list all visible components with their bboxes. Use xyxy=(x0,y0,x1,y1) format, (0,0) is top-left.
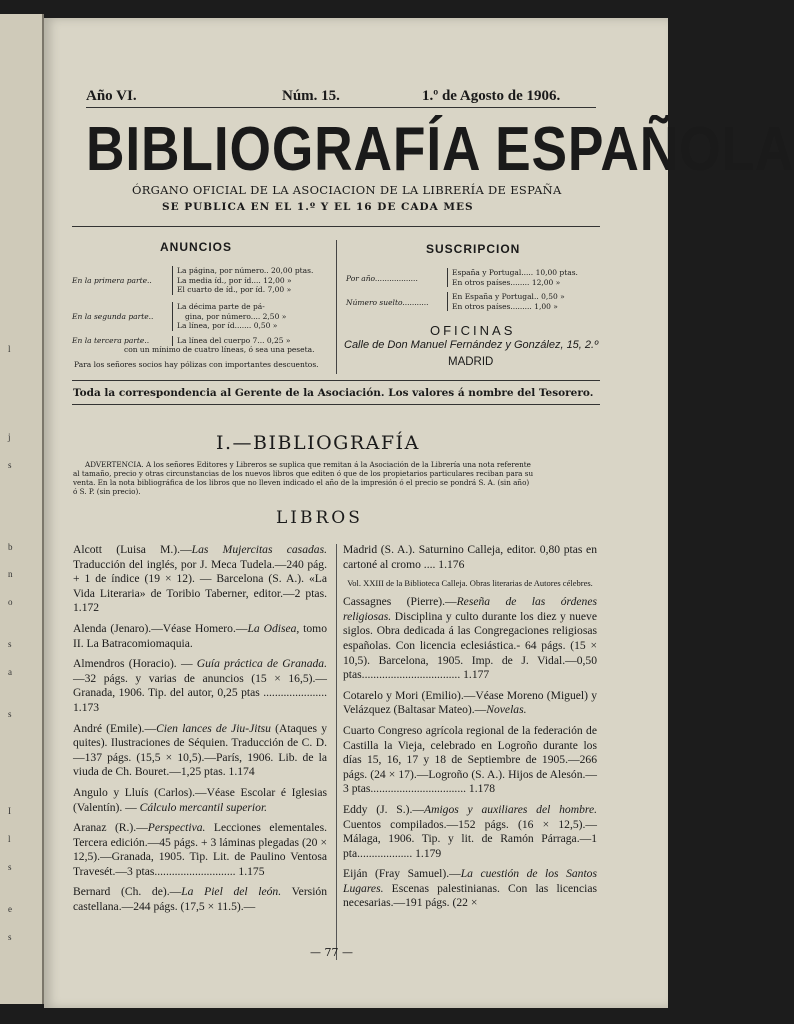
left-page-letter: j xyxy=(8,432,11,442)
price-line: gina, por número.... 2,50 » xyxy=(185,311,287,321)
column-divider xyxy=(336,544,337,960)
bibliography-entry xyxy=(73,786,327,815)
anuncio-prices xyxy=(172,302,286,331)
left-page-letter: s xyxy=(8,932,12,942)
price-line: En otros países........ 12,00 » xyxy=(452,277,561,287)
price-line: con un mínimo de cuatro líneas, ó sea una peseta. xyxy=(124,345,315,354)
entry-text: Almendros (Horacio). — xyxy=(73,657,197,671)
suscripcion-prices xyxy=(447,292,565,311)
entry-title: La Piel del león. xyxy=(181,885,282,899)
entry-title: Cálculo mercantil superior. xyxy=(139,800,268,814)
advertencia-line: ADVERTENCIA. A los señores Editores y Libreros se suplica que remitan á la Asociación de la Librería una nota referente xyxy=(85,460,531,469)
suscripcion-label: Por año.................. xyxy=(346,274,418,283)
offices-heading: OFICINAS xyxy=(430,323,516,338)
advertencia-line: ó S. P. (sin precio). xyxy=(73,487,141,496)
entry-title: Amigos y auxiliares del hombre. xyxy=(424,802,598,816)
suscripcion-label: Número suelto........... xyxy=(346,298,429,307)
bibliography-entry xyxy=(343,578,597,589)
journal-page xyxy=(44,18,794,1008)
price-line: En España y Portugal.. 0,50 » xyxy=(452,292,565,301)
entry-title: Guía práctica de Granada. xyxy=(196,657,327,671)
entry-text: Aranaz (R.).— xyxy=(73,821,148,835)
entry-title: Reseña de las órdenes religiosas. xyxy=(343,595,597,623)
entry-title: Perspectiva. xyxy=(147,821,206,835)
section-title: I.—BIBLIOGRAFÍA xyxy=(216,432,420,454)
anuncios-note: Para los señores socios hay pólizas con importantes descuentos. xyxy=(74,360,319,369)
entry-text: Cuarto Congreso agrícola regional de la federación de Castilla la Vieja, celebrado en Logroño durante los días 15, 16, 17 y 18 de Septiembre de 1905.—266 págs. (24 × 17).—Logroño (S. A.). Hijos de Alesón.— 3 ptas................................. 1.178 xyxy=(343,723,597,796)
price-line: En otros países......... 1,00 » xyxy=(452,301,558,311)
anuncio-prices xyxy=(172,266,313,295)
advertencia xyxy=(73,460,601,496)
entry-text: Cotarelo y Mori (Emilio).—Véase Moreno (Miguel) y Velázquez (Baltasar Mateo).— xyxy=(343,688,597,717)
left-page-letter: b xyxy=(8,542,13,552)
price-line: La media íd., por íd.... 12,00 » xyxy=(177,275,292,285)
left-page-letter: a xyxy=(8,667,12,677)
bibliography-entry xyxy=(73,821,327,879)
advertencia-line: al tamaño, precio y otras circunstancias de los nuevos libros que editen ó que de los propietarios particulares reciban para su xyxy=(73,469,534,478)
price-line: El cuarto de íd., por íd. 7,00 » xyxy=(177,285,292,294)
bibliography-entry xyxy=(343,543,597,572)
left-page-letter: s xyxy=(8,862,12,872)
masthead-rule xyxy=(72,226,600,227)
entry-text: Alcott (Luisa M.).— xyxy=(73,543,192,556)
left-page-letter: l xyxy=(8,834,11,844)
entry-text: Eddy (J. S.).— xyxy=(343,802,424,816)
entry-title: Las Mujercitas casadas. xyxy=(191,543,327,556)
entry-text: Madrid (S. A.). Saturnino Calleja, editor. 0,80 ptas en cartoné al cromo .... 1.176 xyxy=(343,543,597,571)
anuncio-label: En la primera parte.. xyxy=(72,276,152,285)
entry-text: Alenda (Jenaro).—Véase Homero.— xyxy=(73,621,248,635)
left-page-letter: n xyxy=(8,569,13,579)
bibliography-entry xyxy=(343,867,597,911)
journal-subtitle: ÓRGANO OFICIAL DE LA ASOCIACION DE LA LIBRERÍA DE ESPAÑA xyxy=(132,183,562,197)
entry-text: Angulo y Lluís (Carlos).—Véase Escolar é Iglesias (Valentín). — xyxy=(73,785,327,814)
page-number: — 77 — xyxy=(310,946,353,959)
issue-year: Año VI. xyxy=(86,88,137,104)
suscripcion-heading: SUSCRIPCION xyxy=(426,242,521,256)
anuncios-heading: ANUNCIOS xyxy=(160,240,233,254)
correspondence-note: Toda la correspondencia al Gerente de la Asociación. Los valores á nombre del Tesorero. xyxy=(73,387,594,399)
left-page-letter: s xyxy=(8,460,12,470)
bibliography-entry xyxy=(73,543,327,616)
right-column xyxy=(343,543,597,917)
advertencia-line: venta. En la nota bibliográfica de los libros que no lleven indicado el año de la impresión ó el precio se pondrá S. A. (sin año) xyxy=(73,478,530,487)
suscripcion-prices xyxy=(447,268,578,287)
left-page-letter: s xyxy=(8,709,12,719)
entry-text: André (Emile).— xyxy=(73,721,157,735)
entry-title: Novelas. xyxy=(486,703,527,717)
bibliography-entry xyxy=(343,724,597,797)
price-line: España y Portugal..... 10,00 ptas. xyxy=(452,268,578,277)
libros-heading: LIBROS xyxy=(276,508,363,528)
bibliography-entry xyxy=(73,622,327,651)
entry-text: Cassagnes (Pierre).— xyxy=(343,595,457,609)
bibliography-entry xyxy=(343,595,597,683)
entry-title: Cien lances de Jiu-Jitsu xyxy=(156,721,271,735)
price-line: La página, por número.. 20,00 ptas. xyxy=(177,266,314,275)
entry-text: tomo II. La Batracomiomaquia. xyxy=(73,621,327,650)
bibliography-entry xyxy=(73,722,327,780)
entry-title: La Odisea, xyxy=(247,621,300,635)
entry-text: Cuentos compilados.—152 págs. (16 × 12,5).—Málaga, 1906. Tip. y lit. de Ramón Párraga.—1 pta................... 1.179 xyxy=(343,817,597,860)
office-city: MADRID xyxy=(448,356,494,368)
entry-text: Vol. XXIII de la Biblioteca Calleja. Obras literarias de Autores célebres. xyxy=(347,578,593,589)
left-page-edge xyxy=(0,14,44,1004)
anuncio-label: En la tercera parte.. xyxy=(72,336,150,345)
issue-date: 1.º de Agosto de 1906. xyxy=(422,88,561,104)
publication-frequency: SE PUBLICA EN EL 1.º Y EL 16 DE CADA MES xyxy=(162,201,474,213)
left-page-letter: o xyxy=(8,597,13,607)
price-line: La línea, por íd....... 0,50 » xyxy=(177,321,278,330)
correspondence-rule-top xyxy=(72,380,600,381)
left-page-letter: I xyxy=(8,806,11,816)
entry-text: Escenas palestinianas. Con las licencias necesarias.—191 págs. (22 × xyxy=(343,881,597,910)
bibliography-entry xyxy=(73,885,327,914)
correspondence-rule-bottom xyxy=(72,404,600,405)
bibliography-entry xyxy=(343,803,597,861)
masthead-divider xyxy=(336,240,337,374)
entry-text: Traducción del inglés, por J. Meca Tudela.—240 pág. + 1 de índice (19 × 12). — Barcelona (S. A.). «La Vida Literaria» de Toribio Taberner, editor.—2 ptas. 1.172 xyxy=(73,557,327,615)
entry-text: Disciplina y culto durante los diez y nueve siglos. Obra dedicada á las Congregaciones religiosas españolas. Con licencia eclesiástica.- 64 págs. (15 × 10,5). Barcelona, 1905. Imp. de J. Vidal.—0,50 ptas.................................. 1.177 xyxy=(343,609,597,682)
left-page-letter: l xyxy=(8,344,11,354)
header-rule xyxy=(86,107,596,108)
left-page-letter: s xyxy=(8,639,12,649)
entry-text: Versión castellana.—244 págs. (17,5 × 11.5).— xyxy=(73,885,328,914)
price-line: La décima parte de pá- xyxy=(177,302,265,311)
office-address: Calle de Don Manuel Fernández y González, 15, 2.º xyxy=(344,339,599,351)
entry-text: Bernard (Ch. de).— xyxy=(73,885,182,899)
entry-text: —32 págs. y varias de anuncios (15 × 16,5).—Granada, 1906. Tip. del autor, 0,25 ptas ...................... 1.173 xyxy=(73,671,327,714)
entry-text: Lecciones elementales. Tercera edición.—45 págs. + 3 láminas plegadas (20 × 12,5).—Granada, 1905. Tip. Lit. de Paulino Ventosa Travesét.—3 ptas............................ 1.175 xyxy=(73,821,327,878)
issue-number: Núm. 15. xyxy=(282,88,340,104)
bibliography-entry xyxy=(343,689,597,718)
price-line: La línea del cuerpo 7... 0,25 » xyxy=(177,336,291,345)
entry-text: (Ataques y quites). Ilustraciones de Séquien. Traducción de C. D.—137 págs. (15,5 × 10,5).—París, 1906. Lib. de la viuda de Ch. Bouret.—1,25 ptas. 1.174 xyxy=(73,721,327,779)
left-page-letter: e xyxy=(8,904,12,914)
entry-text: Eiján (Fray Samuel).— xyxy=(343,867,461,881)
left-column xyxy=(73,543,327,921)
anuncio-label: En la segunda parte.. xyxy=(72,312,154,321)
entry-title: La cuestión de los Santos Lugares. xyxy=(343,867,597,895)
journal-title: BIBLIOGRAFÍA ESPAÑOLA xyxy=(86,115,794,184)
bibliography-entry xyxy=(73,657,327,715)
